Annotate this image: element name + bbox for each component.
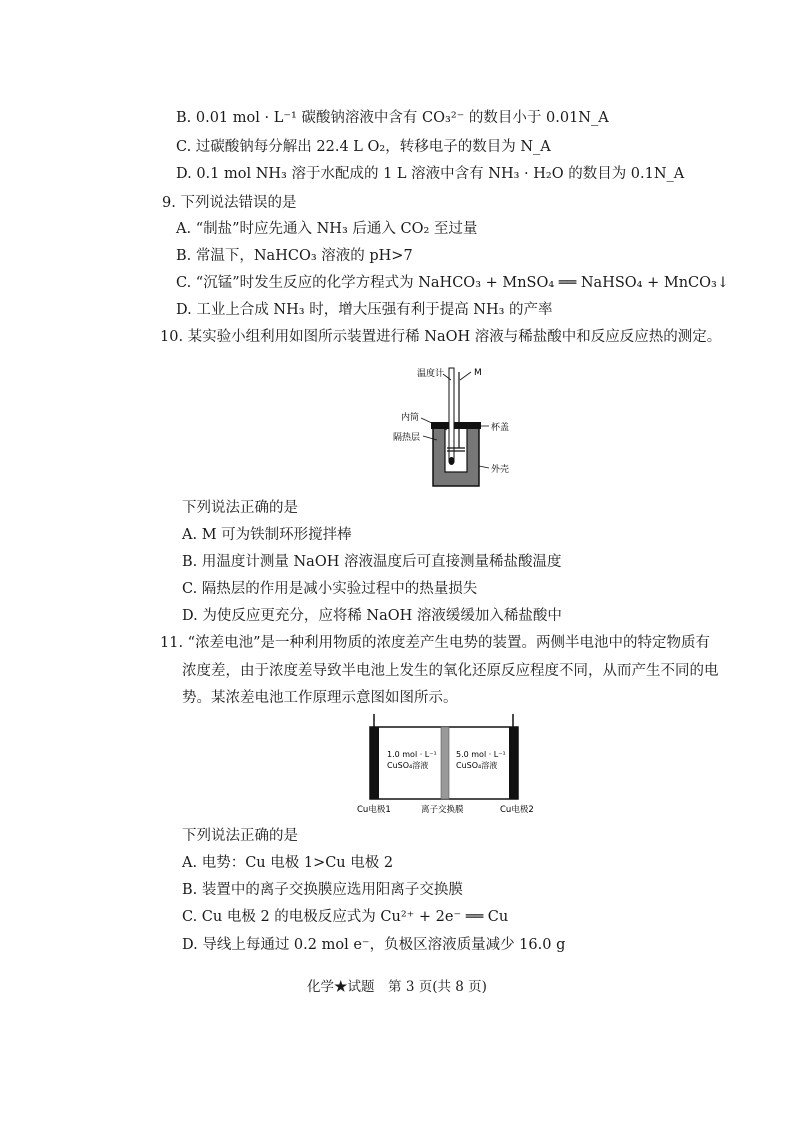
label-electrode-1: Cu电极1 [357, 805, 391, 815]
electrode-1 [370, 727, 379, 799]
electrode-2 [509, 727, 518, 799]
q11-option-a: A. 电势：Cu 电极 1>Cu 电极 2 [182, 855, 394, 871]
q10-prompt: 下列说法正确的是 [182, 500, 298, 516]
q8-option-b: B. 0.01 mol · L⁻¹ 碳酸钠溶液中含有 CO₃²⁻ 的数目小于 0.01N_A [176, 110, 609, 126]
label-shell: 外壳 [491, 465, 510, 475]
q11-option-b: B. 装置中的离子交换膜应选用阳离子交换膜 [182, 882, 463, 898]
q9-stem: 9. 下列说法错误的是 [162, 195, 297, 211]
q11-prompt: 下列说法正确的是 [182, 828, 298, 844]
q11-stem-line2: 浓度差，由于浓度差导致半电池上发生的氧化还原反应程度不同，从而产生不同的电 [182, 663, 719, 679]
q10-option-d: D. 为使反应更充分，应将稀 NaOH 溶液缓缓加入稀盐酸中 [182, 608, 562, 624]
label-insulation: 隔热层 [393, 433, 421, 443]
label-membrane: 离子交换膜 [421, 805, 464, 815]
label-lid: 杯盖 [491, 423, 510, 433]
q10-option-a: A. M 可为铁制环形搅拌棒 [182, 527, 352, 543]
label-m: M [474, 368, 482, 378]
q8-option-c: C. 过碳酸钠每分解出 22.4 L O₂，转移电子的数目为 N_A [176, 139, 551, 155]
q9-option-a: A. “制盐”时应先通入 NH₃ 后通入 CO₂ 至过量 [176, 221, 478, 237]
label-electrode-2: Cu电极2 [500, 805, 534, 815]
q8-option-d: D. 0.1 mol NH₃ 溶于水配成的 1 L 溶液中含有 NH₃ · H₂O 的数目为 0.1N_A [176, 166, 685, 182]
q9-option-b: B. 常温下，NaHCO₃ 溶液的 pH>7 [176, 248, 413, 264]
q11-stem-line3: 势。某浓差电池工作原理示意图如图所示。 [182, 690, 458, 706]
right-solution: CuSO₄溶液 [456, 761, 498, 770]
inner-cup [445, 428, 467, 472]
page-footer: 化学★试题 第 3 页(共 8 页) [307, 979, 487, 995]
q10-option-b: B. 用温度计测量 NaOH 溶液温度后可直接测量稀盐酸温度 [182, 554, 562, 570]
label-inner-cup: 内筒 [401, 413, 420, 423]
q9-option-d: D. 工业上合成 NH₃ 时，增大压强有利于提高 NH₃ 的产率 [176, 302, 553, 318]
q11-stem-line1: 11. “浓差电池”是一种利用物质的浓度差产生电势的装置。两侧半电池中的特定物质有 [160, 635, 710, 651]
q11-option-d: D. 导线上每通过 0.2 mol e⁻，负极区溶液质量减少 16.0 g [182, 937, 566, 953]
left-concentration: 1.0 mol · L⁻¹ [387, 750, 437, 759]
label-thermometer: 温度计 [417, 369, 445, 379]
right-concentration: 5.0 mol · L⁻¹ [456, 750, 506, 759]
q11-option-c: C. Cu 电极 2 的电极反应式为 Cu²⁺ + 2e⁻ ══ Cu [182, 909, 509, 925]
q9-option-c: C. “沉锰”时发生反应的化学方程式为 NaHCO₃ + MnSO₄ ══ NaHSO₄ + MnCO₃↓ [176, 275, 729, 291]
q10-stem: 10. 某实验小组利用如图所示装置进行稀 NaOH 溶液与稀盐酸中和反应反应热的测定。 [160, 329, 722, 345]
concentration-cell-figure [355, 712, 555, 820]
left-solution: CuSO₄溶液 [387, 761, 429, 770]
calorimeter-figure [385, 360, 515, 495]
lid [431, 422, 481, 429]
q10-option-c: C. 隔热层的作用是减小实验过程中的热量损失 [182, 581, 478, 597]
ion-exchange-membrane [441, 727, 449, 799]
